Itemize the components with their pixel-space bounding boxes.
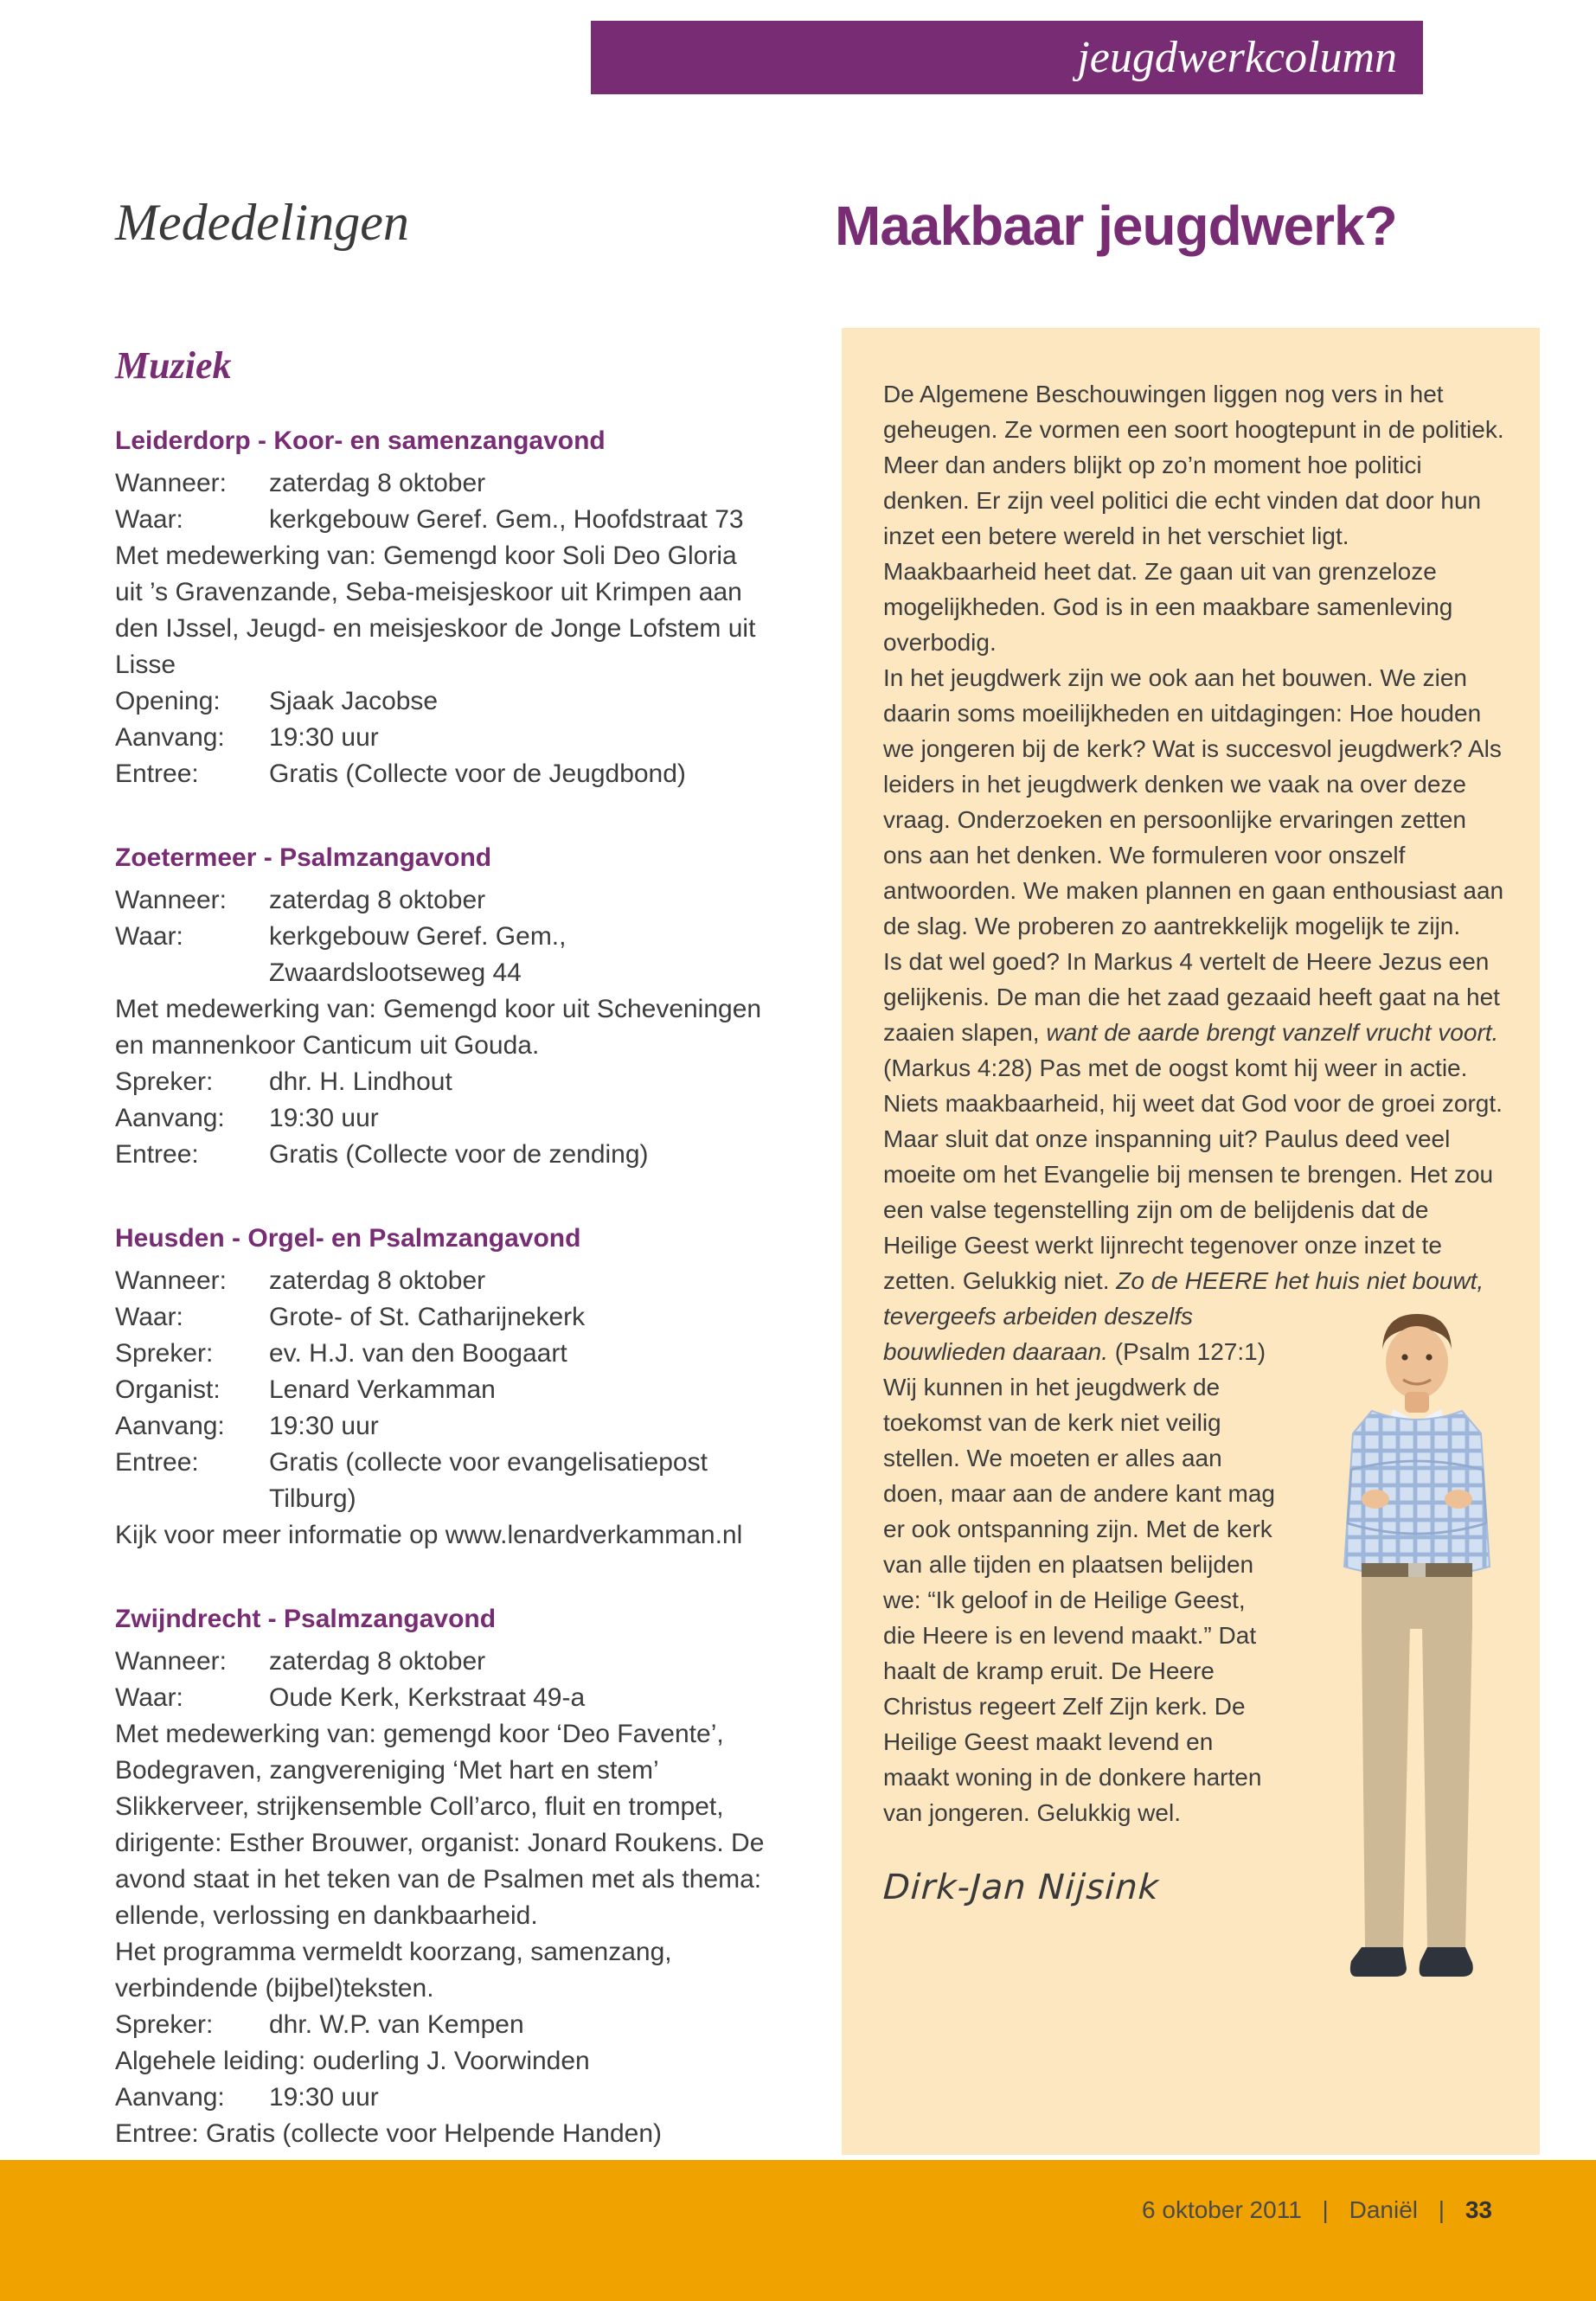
event-row xyxy=(115,919,771,991)
footer-date: 6 oktober 2011 xyxy=(1142,2196,1302,2223)
event-row xyxy=(115,1263,771,1299)
paragraph: De Algemene Beschouwingen liggen nog vers in het geheugen. Ze vormen een soort hoogtepunt in de politiek. Meer dan anders blijkt op zo’n moment hoe politici denken. Er zijn veel politici die echt vinden dat door hun inzet een betere wereld in het verschiet ligt. Maakbaarheid heet dat. Ze gaan uit van grenzeloze mogelijkheden. God is in een maakbare samenleving overbodig. xyxy=(883,381,1504,656)
event-row xyxy=(115,756,771,792)
event-row xyxy=(115,720,771,756)
event-note: Het programma vermeldt koorzang, samenzang, verbindende (bijbel)teksten. xyxy=(115,1938,672,2003)
event-note: Met medewerking van: Gemengd koor Soli Deo Gloria uit ’s Gravenzande, Seba-meisjeskoor uit Krimpen aan den IJssel, Jeugd- en meisjeskoor de Jonge Lofstem uit Lisse xyxy=(115,542,756,679)
event-note: Algehele leiding: ouderling J. Voorwinden xyxy=(115,2047,590,2075)
event-row xyxy=(115,1137,771,1173)
event-row xyxy=(115,2007,771,2043)
row-label: Aanvang: xyxy=(115,2083,225,2112)
row-label: Entree: xyxy=(115,760,199,788)
paragraph-text: Maar sluit dat onze inspanning uit? Paulus deed veel moeite om het Evangelie bij mensen te brengen. Het zou een valse tegenstelling zijn om de belijdenis dat de Heilige Geest werkt lijnrecht tegenover onze inzet te zetten. Gelukkig niet. xyxy=(883,1125,1494,1294)
row-label: Entree: xyxy=(115,1448,199,1477)
banner-label: jeugdwerkcolumn xyxy=(1077,33,1397,82)
scripture-quote: want de aarde brengt vanzelf vrucht voort. xyxy=(1046,1019,1499,1046)
row-value: 19:30 uur xyxy=(269,723,379,752)
event-heusden xyxy=(115,1223,771,1554)
row-value: 19:30 uur xyxy=(269,1104,379,1132)
row-label: Wanneer: xyxy=(115,469,227,497)
signature: Dirk-Jan Nijsink xyxy=(881,1868,1161,1907)
event-row xyxy=(115,1100,771,1137)
section-title-muziek: Muziek xyxy=(115,344,232,387)
event-title: Zwijndrecht - Psalmzangavond xyxy=(115,1605,497,1633)
event-leiderdorp xyxy=(115,426,771,792)
event-row xyxy=(115,1336,771,1372)
paragraph: Wij kunnen in het jeugdwerk de toekomst van de kerk niet veilig stellen. We moeten er alles aan doen, maar aan de andere kant mag er ook ontspanning zijn. Met de kerk van alle tijden en plaatsen belijden we: “Ik geloof in de Heilige Geest, die Heere is en levend maakt.” Dat haalt de kramp eruit. De Heere Christus regeert Zelf Zijn kerk. De Heilige Geest maakt levend en maakt woning in de donkere harten van jongeren. Gelukkig wel. xyxy=(883,1374,1275,1826)
page-title: Mededelingen xyxy=(115,194,409,251)
row-value: ev. H.J. van den Boogaart xyxy=(269,1339,567,1368)
scripture-quote: arbeiden deszelfs bouwlieden daaraan. xyxy=(883,1303,1194,1365)
row-value: Gratis (Collecte voor de zending) xyxy=(269,1140,649,1169)
paragraph: In het jeugdwerk zijn we ook aan het bouwen. We zien daarin soms moeilijkheden en uitdagingen: Hoe houden we jongeren bij de kerk? Wat is succesvol jeugdwerk? Als leiders in het jeugdwerk denken we vaak na over deze vraag. Onderzoeken en persoonlijke ervaringen zetten ons aan het denken. We formuleren voor onszelf antwoorden. We maken plannen en gaan enthousiast aan de slag. We proberen zo aantrekkelijk mogelijk te zijn. xyxy=(883,664,1504,939)
column-article-box xyxy=(842,328,1540,2155)
row-value: 19:30 uur xyxy=(269,2083,379,2112)
footer-separator: | xyxy=(1322,2196,1329,2223)
column-headline: Maakbaar jeugdwerk? xyxy=(835,195,1397,257)
event-title: Leiderdorp - Koor- en samenzangavond xyxy=(115,426,606,455)
row-value: kerkgebouw Geref. Gem., Hoofdstraat 73 xyxy=(269,505,744,534)
footer-bar xyxy=(0,2160,1596,2301)
event-note: Met medewerking van: Gemengd koor uit Scheveningen en mannenkoor Canticum uit Gouda. xyxy=(115,995,762,1060)
row-label: Spreker: xyxy=(115,1067,214,1096)
row-label: Wanneer: xyxy=(115,1647,227,1676)
paragraph xyxy=(883,1121,1505,1369)
row-value: Gratis (Collecte voor de Jeugdbond) xyxy=(269,760,686,788)
event-row xyxy=(115,1299,771,1336)
paragraph-text: (Markus 4:28) Pas met de oogst komt hij weer in actie. Niets maakbaarheid, hij weet dat God voor de groei zorgt. xyxy=(883,1054,1503,1117)
row-value: kerkgebouw Geref. Gem., Zwaardslootseweg 44 xyxy=(269,922,567,987)
row-label: Waar: xyxy=(115,1303,183,1331)
row-value: 19:30 uur xyxy=(269,1412,379,1440)
row-label: Wanneer: xyxy=(115,886,227,914)
row-value: zaterdag 8 oktober xyxy=(269,1647,486,1676)
event-row xyxy=(115,1445,771,1517)
event-row xyxy=(115,1680,771,1716)
row-value: Grote- of St. Catharijnekerk xyxy=(269,1303,586,1331)
event-row xyxy=(115,683,771,720)
event-row xyxy=(115,1408,771,1445)
row-label: Spreker: xyxy=(115,2010,214,2039)
row-value: zaterdag 8 oktober xyxy=(269,886,486,914)
footer-separator: | xyxy=(1438,2196,1445,2223)
event-row xyxy=(115,1372,771,1408)
row-label: Aanvang: xyxy=(115,1412,225,1440)
row-value: Oude Kerk, Kerkstraat 49-a xyxy=(269,1683,586,1712)
event-row xyxy=(115,2080,771,2116)
row-value: dhr. H. Lindhout xyxy=(269,1067,452,1096)
row-label: Organist: xyxy=(115,1375,221,1404)
scripture-quote: Zo de HEERE het huis niet bouwt, tevergeefs xyxy=(883,1267,1484,1330)
row-value: Sjaak Jacobse xyxy=(269,687,439,715)
row-label: Wanneer: xyxy=(115,1266,227,1295)
row-label: Waar: xyxy=(115,1683,183,1712)
row-label: Waar: xyxy=(115,922,183,951)
event-row xyxy=(115,465,771,502)
event-row xyxy=(115,502,771,538)
paragraph xyxy=(883,944,1505,1121)
event-row xyxy=(115,1644,771,1680)
footer-page-number: 33 xyxy=(1465,2196,1492,2223)
row-label: Opening: xyxy=(115,687,221,715)
row-value: dhr. W.P. van Kempen xyxy=(269,2010,524,2039)
row-value: zaterdag 8 oktober xyxy=(269,469,486,497)
row-label: Aanvang: xyxy=(115,1104,225,1132)
event-title: Heusden - Orgel- en Psalmzangavond xyxy=(115,1224,581,1253)
paragraph-text: (Psalm 127:1) xyxy=(1107,1338,1266,1365)
row-label: Spreker: xyxy=(115,1339,214,1368)
event-row xyxy=(115,1064,771,1100)
event-title: Zoetermeer - Psalmzangavond xyxy=(115,843,492,872)
footer-magazine: Daniël xyxy=(1349,2196,1418,2223)
paragraph-text: Is dat wel goed? In Markus 4 vertelt de Heere Jezus een gelijkenis. De man die het zaad gezaaid heeft gaat na het zaaien slapen, xyxy=(883,948,1500,1046)
article-text xyxy=(842,328,1540,1906)
event-zoetermeer xyxy=(115,843,771,1173)
row-label: Aanvang: xyxy=(115,723,225,752)
column-banner xyxy=(591,21,1423,94)
event-row xyxy=(115,882,771,919)
event-note: Met medewerking van: gemengd koor ‘Deo Favente’, Bodegraven, zangvereniging ‘Met hart en stem’ Slikkerveer, strijkensemble Coll’arco, fluit en trompet, dirigente: Esther Brouwer, organist: Jonard Roukens. De avond staat in het teken van de Psalmen met als thema: ellende, verlossing en dankbaarheid. xyxy=(115,1720,765,1930)
row-label: Waar: xyxy=(115,505,183,534)
event-zwijndrecht xyxy=(115,1604,771,2152)
website-note: Kijk voor meer informatie op www.lenardverkamman.nl xyxy=(115,1521,743,1549)
event-note: Entree: Gratis (collecte voor Helpende Handen) xyxy=(115,2119,662,2148)
row-value: zaterdag 8 oktober xyxy=(269,1266,486,1295)
row-label: Entree: xyxy=(115,1140,199,1169)
row-value: Lenard Verkamman xyxy=(269,1375,496,1404)
announcements-column xyxy=(115,192,771,2202)
row-value: Gratis (collecte voor evangelisatiepost Tilburg) xyxy=(269,1448,708,1513)
